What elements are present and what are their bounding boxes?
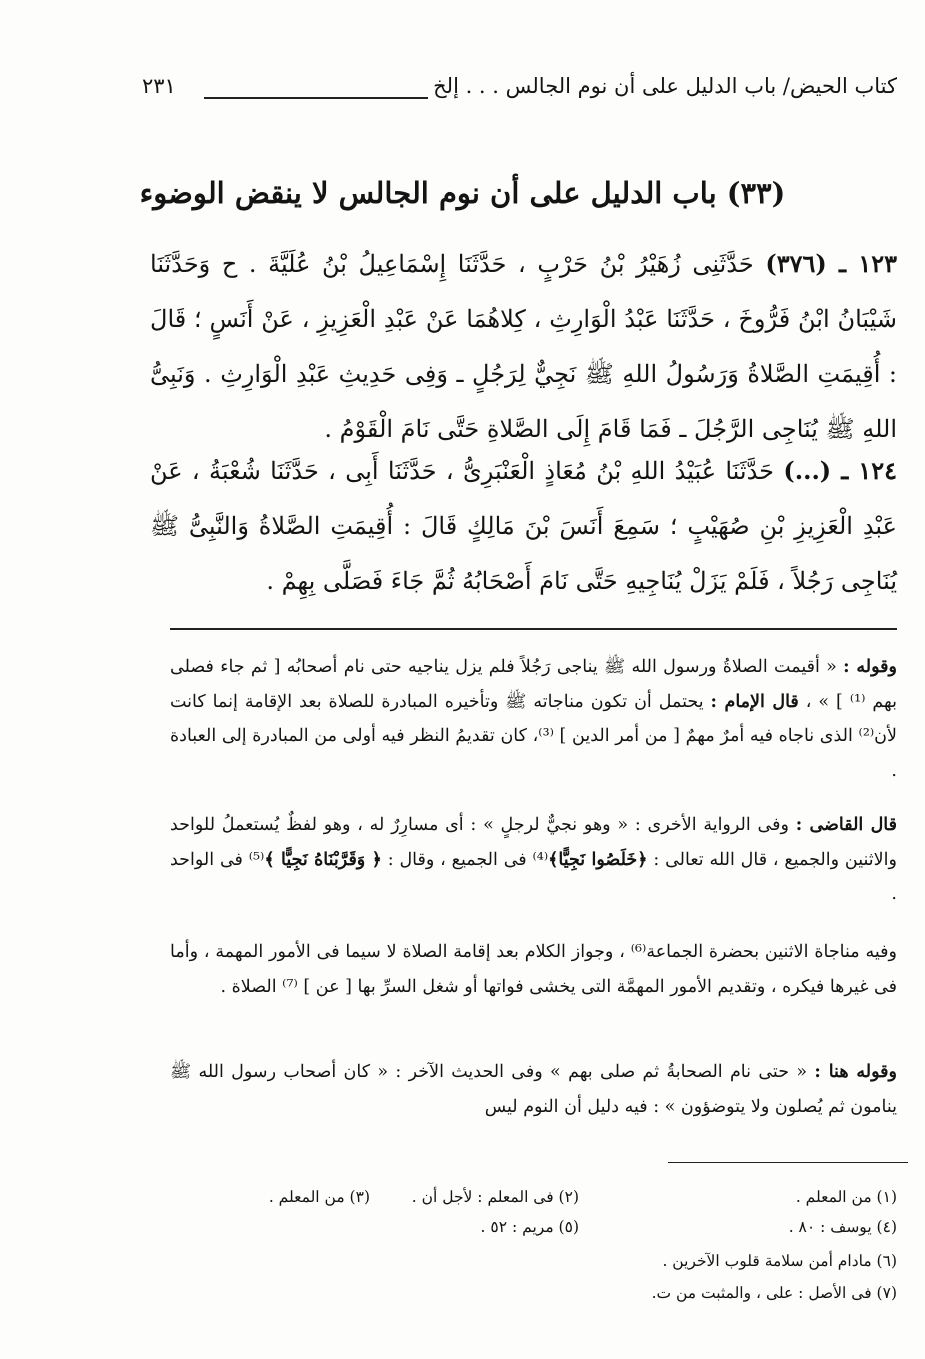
running-header — [142, 70, 897, 114]
hadith-123 — [150, 236, 897, 457]
hadith-number: ١٢٣ ـ (٣٧٦) — [765, 249, 897, 278]
footnote-3: (٣) من المعلم . — [268, 1188, 370, 1206]
footnote-6: (٦) مادام أمن سلامة قلوب الآخرين . — [662, 1252, 897, 1270]
footnote-7: (٧) فى الأصل : على ، والمثبت من ت. — [651, 1284, 897, 1302]
quran-quote: ﴿ وَقَرَّبْنَاهُ نَجِيًّا ﴾ — [264, 849, 382, 870]
commentary-paragraph — [170, 935, 897, 1004]
commentary-paragraph — [170, 808, 897, 912]
commentary-text: وفيه مناجاة الاثنين بحضرة الجماعة⁽⁶⁾ ، وجواز الكلام بعد إقامة الصلاة لا سيما فى الأمور المهمة ، وأما فى غيرها فيكره ، وتقديم الأمور المهمَّة التى يخشى فواتها أو شغل السرِّ بها [ عن ] ⁽⁷⁾ الصلاة . — [170, 942, 897, 997]
commentary-paragraph — [170, 1055, 897, 1124]
commentary-paragraph — [170, 650, 897, 788]
commentary-text: « حتى نام الصحابةُ ثم صلى بهم » وفى الحديث الآخر : « كان أصحاب رسول الله ﷺ ينامون ثم يُصلون ولا يتوضؤون » : فيه دليل أن النوم ليس — [170, 1062, 897, 1117]
footnote-row — [170, 1284, 897, 1310]
commentary-text: ⁽⁴⁾ فى الجميع ، وقال : — [387, 849, 549, 870]
running-header-title: كتاب الحيض/ باب الدليل على أن نوم الجالس . . . إلخ — [433, 74, 897, 98]
hadith-124 — [150, 443, 897, 609]
commentary-text: ⁽⁵⁾ فى الواحد . — [170, 849, 897, 904]
footnote-divider — [668, 1162, 908, 1163]
footnote-row — [170, 1188, 897, 1214]
footnote-row — [170, 1218, 897, 1244]
page-number: ٢٣١ — [142, 74, 176, 98]
commentary-text: وفى الرواية الأخرى : « وهو نجيٌّ لرجلٍ » : أى مسارِرٌ له ، وهو لفظٌ يُستعملُ للواحد والاثنين والجميع ، قال الله تعالى : — [170, 815, 897, 870]
commentary-text: « أقيمت الصلاةُ ورسول الله ﷺ يناجى رَجُلاً فلم يزل يناجيه حتى نام أصحابُه [ ثم جاء فصلى بهم ⁽¹⁾ ] » ، — [170, 657, 897, 712]
commentary-lead: وقوله : — [843, 657, 897, 677]
hadith-number: ١٢٤ ـ (...) — [783, 456, 897, 485]
commentary-lead: قال القاضى : — [795, 815, 897, 835]
commentary-text: يحتمل أن تكون مناجاته ﷺ وتأخيره المبادرة للصلاة بعد الإقامة إنما كانت لأن⁽²⁾ الذى ناجاه فيه أمرٌ مهمٌ [ من أمر الدين ] ⁽³⁾، كان تقديمُ النظر فيه أولى من المبادرة إلى العبادة . — [170, 691, 897, 781]
hadith-text: حَدَّثَنِى زُهَيْرُ بْنُ حَرْبٍ ، حَدَّثَنَا إِسْمَاعِيلُ بْنُ عُلَيَّةَ . ح وَحَدَّثَنَا شَيْبَانُ ابْنُ فَرُّوخَ ، حَدَّثَنَا عَبْدُ الْوَارِثِ ، كِلاهُمَا عَنْ عَبْدِ الْعَزِيزِ ، عَنْ أَنَسٍ ؛ قَالَ : أُقِيمَتِ الصَّلاةُ وَرَسُولُ اللهِ ﷺ نَجِيٌّ لِرَجُلٍ ـ وَفِى حَدِيثِ عَبْدِ الْوَارِثِ . وَنَبِىُّ اللهِ ﷺ يُنَاجِى الرَّجُلَ ـ فَمَا قَامَ إِلَى الصَّلاةِ حَتَّى نَامَ الْقَوْمُ . — [150, 250, 897, 443]
quran-quote: ﴿خَلَصُوا نَجِيًّا﴾ — [548, 849, 648, 870]
footnote-1: (١) من المعلم . — [795, 1188, 897, 1206]
commentary-lead: وقوله هنا : — [814, 1062, 897, 1082]
commentary-lead: قال الإمام : — [710, 691, 799, 712]
footnote-2: (٢) فى المعلم : لأجل أن . — [411, 1188, 579, 1206]
footnote-row — [170, 1252, 897, 1278]
footnote-5: (٥) مريم : ٥٢ . — [480, 1218, 579, 1236]
running-header-rule — [204, 97, 428, 99]
chapter-title: (٣٣) باب الدليل على أن نوم الجالس لا ينقض الوضوء — [139, 176, 786, 210]
hadith-text: حَدَّثَنَا عُبَيْدُ اللهِ بْنُ مُعَاذٍ الْعَنْبَرِىُّ ، حَدَّثَنَا أَبِى ، حَدَّثَنَا شُعْبَةُ ، عَنْ عَبْدِ الْعَزِيزِ بْنِ صُهَيْبٍ ؛ سَمِعَ أَنَسَ بْنَ مَالِكٍ قَالَ : أُقِيمَتِ الصَّلاةُ وَالنَّبِىُّ ﷺ يُنَاجِى رَجُلاً ، فَلَمْ يَزَلْ يُنَاجِيهِ حَتَّى نَامَ أَصْحَابُهُ ثُمَّ جَاءَ فَصَلَّى بِهِمْ . — [150, 457, 897, 595]
footnote-4: (٤) يوسف : ٨٠ . — [788, 1218, 897, 1236]
commentary-divider — [170, 628, 897, 630]
